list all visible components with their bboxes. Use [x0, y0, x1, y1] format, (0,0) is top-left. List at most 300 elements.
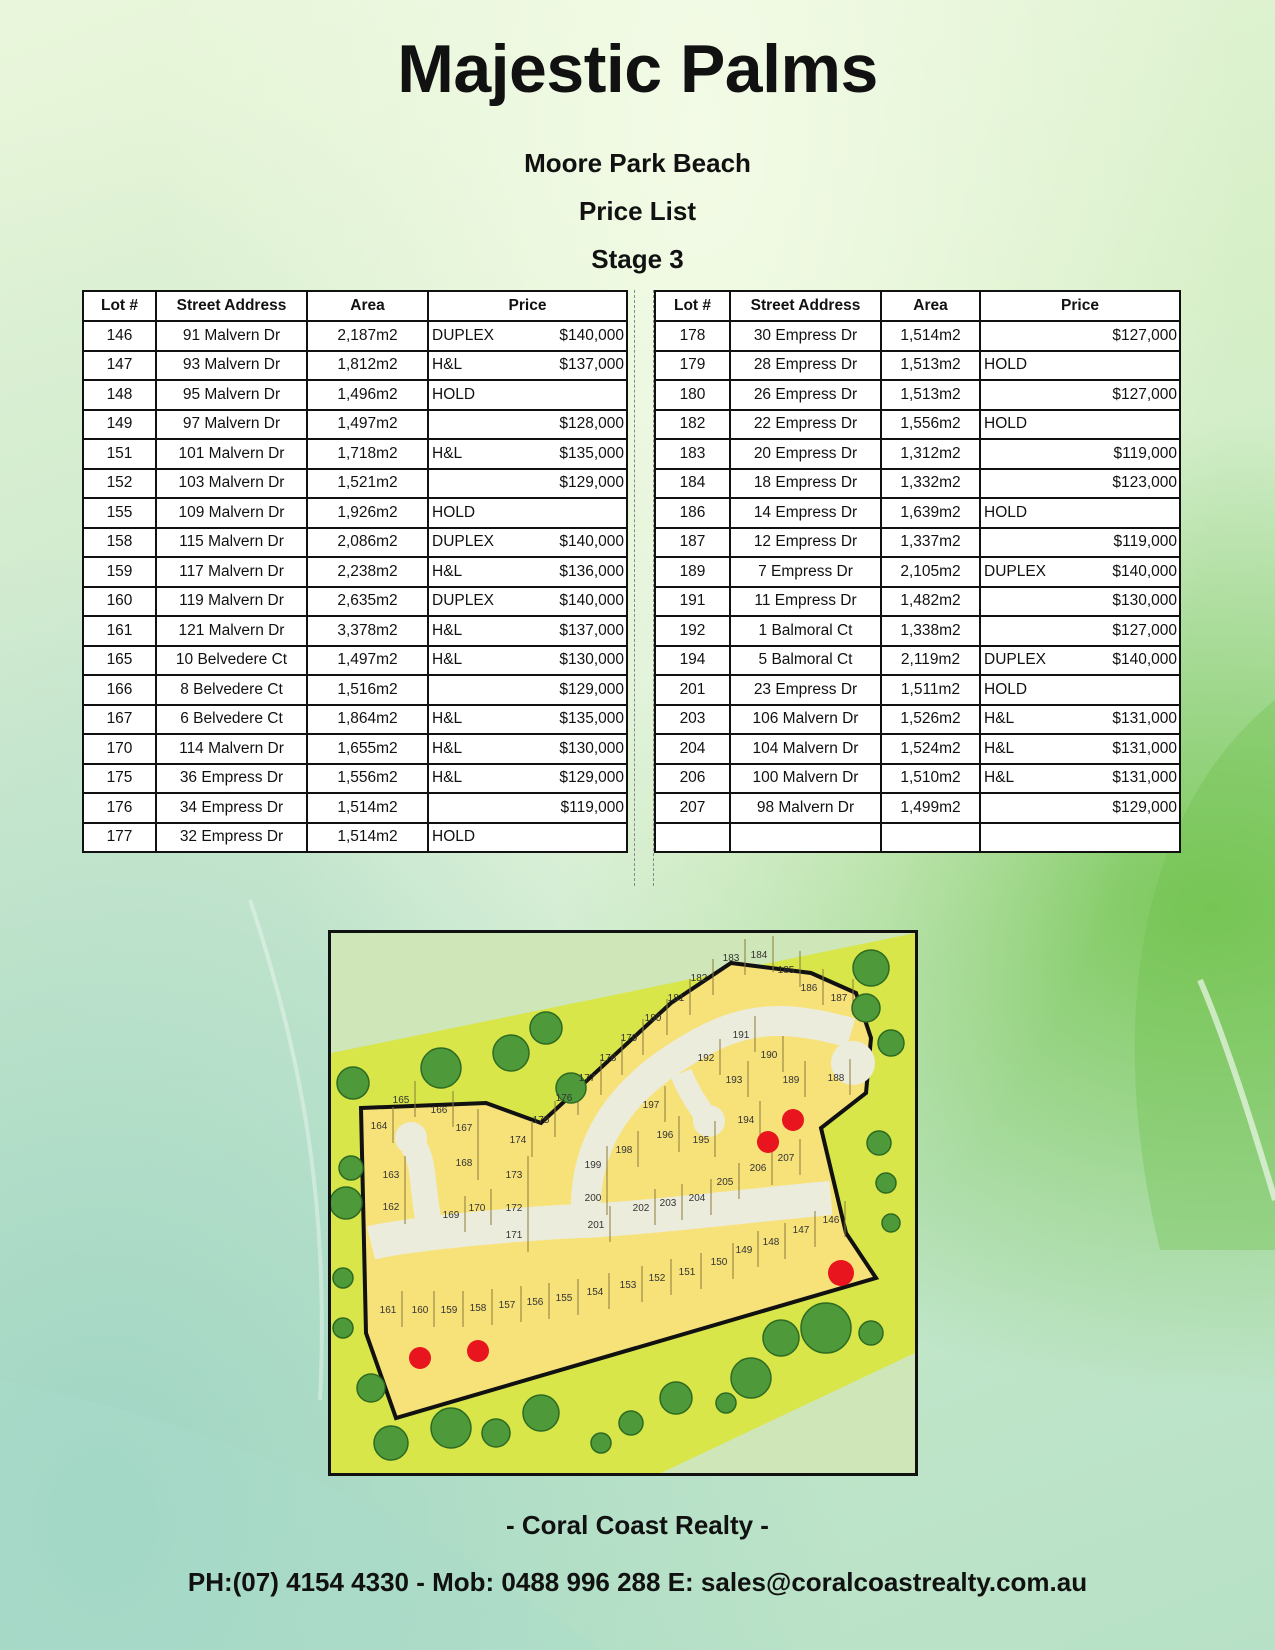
table-row	[83, 646, 627, 676]
map-lot-label: 178	[599, 1053, 617, 1064]
lot-marker-189	[782, 1109, 804, 1131]
cell-address: 8 Belvedere Ct	[156, 675, 307, 705]
cell-area: 1,718m2	[307, 439, 428, 469]
cell-address: 30 Empress Dr	[730, 321, 881, 351]
map-lot-label: 177	[578, 1073, 596, 1084]
cell-address: 101 Malvern Dr	[156, 439, 307, 469]
lot-price: $140,000	[559, 592, 624, 610]
map-lot-label: 163	[382, 1170, 400, 1181]
lot-status: DUPLEX	[432, 592, 495, 610]
cell-area: 1,521m2	[307, 469, 428, 499]
map-lot-label: 164	[370, 1121, 388, 1132]
lot-status: DUPLEX	[984, 562, 1047, 580]
table-row	[655, 498, 1180, 528]
map-lot-label: 204	[688, 1193, 706, 1204]
lot-price: $135,000	[559, 444, 624, 462]
table-row	[655, 469, 1180, 499]
map-lot-label: 187	[830, 993, 848, 1004]
cell-address: 18 Empress Dr	[730, 469, 881, 499]
map-lot-label: 165	[392, 1095, 410, 1106]
map-lot-label: 191	[732, 1030, 750, 1041]
cell-area: 3,378m2	[307, 616, 428, 646]
cell-address: 114 Malvern Dr	[156, 734, 307, 764]
tree-icon	[523, 1395, 559, 1431]
tree-icon	[337, 1067, 369, 1099]
cell-address: 28 Empress Dr	[730, 351, 881, 381]
price-table-left	[82, 290, 628, 853]
cell-lot: 161	[83, 616, 156, 646]
cell-price	[428, 646, 627, 676]
lot-price: $140,000	[559, 533, 624, 551]
cell-price	[980, 646, 1180, 676]
map-lot-label: 168	[455, 1158, 473, 1169]
map-lot-label: 207	[777, 1153, 795, 1164]
cell-address: 121 Malvern Dr	[156, 616, 307, 646]
map-lot-label: 198	[615, 1145, 633, 1156]
tree-icon	[801, 1303, 851, 1353]
table-row	[655, 734, 1180, 764]
cell-lot: 178	[655, 321, 730, 351]
doc-type-subtitle: Price List	[578, 196, 697, 226]
cell-address: 23 Empress Dr	[730, 675, 881, 705]
cell-area: 1,513m2	[881, 351, 980, 381]
cell-lot: 183	[655, 439, 730, 469]
tree-icon	[763, 1320, 799, 1356]
tree-icon	[882, 1214, 900, 1232]
cell-address: 119 Malvern Dr	[156, 587, 307, 617]
cell-area: 1,514m2	[881, 321, 980, 351]
cell-price	[980, 705, 1180, 735]
table-row	[83, 469, 627, 499]
cell-area: 1,812m2	[307, 351, 428, 381]
map-lot-label: 169	[442, 1210, 460, 1221]
map-lot-label: 158	[469, 1303, 487, 1314]
cell-area: 1,639m2	[881, 498, 980, 528]
cell-price	[428, 380, 627, 410]
lot-price: $129,000	[1112, 798, 1177, 816]
lot-marker-146	[828, 1260, 854, 1286]
map-lot-label: 162	[382, 1202, 400, 1213]
map-lot-label: 190	[760, 1050, 778, 1061]
table-row	[655, 351, 1180, 381]
cell-lot: 201	[655, 675, 730, 705]
cell-address: 98 Malvern Dr	[730, 793, 881, 823]
map-lot-label: 149	[735, 1245, 753, 1256]
cell-area: 2,119m2	[881, 646, 980, 676]
col-header-price: Price	[428, 291, 627, 321]
lot-status: H&L	[432, 444, 463, 462]
map-lot-label: 183	[722, 953, 740, 964]
map-lot-label: 174	[509, 1135, 527, 1146]
table-header-row	[83, 291, 627, 321]
lot-status: H&L	[432, 739, 463, 757]
cell-address: 115 Malvern Dr	[156, 528, 307, 558]
table-row	[655, 528, 1180, 558]
lot-price: $127,000	[1112, 621, 1177, 639]
map-lot-label: 154	[586, 1287, 604, 1298]
cell-price	[980, 380, 1180, 410]
cell-address	[730, 823, 881, 853]
cell-area: 1,332m2	[881, 469, 980, 499]
cell-lot: 165	[83, 646, 156, 676]
lot-price: $130,000	[559, 739, 624, 757]
map-lot-label: 182	[690, 973, 708, 984]
cell-area: 1,510m2	[881, 764, 980, 794]
table-row	[655, 675, 1180, 705]
lot-price: $129,000	[559, 769, 624, 787]
cell-lot: 147	[83, 351, 156, 381]
cell-price	[428, 469, 627, 499]
cell-lot: 148	[83, 380, 156, 410]
cell-address: 7 Empress Dr	[730, 557, 881, 587]
cell-area: 1,513m2	[881, 380, 980, 410]
lot-price: $135,000	[559, 710, 624, 728]
page-title: Majestic Palms	[397, 31, 878, 107]
cell-price	[428, 410, 627, 440]
cell-lot: 204	[655, 734, 730, 764]
map-lot-label: 188	[827, 1073, 845, 1084]
map-lot-label: 201	[587, 1220, 605, 1231]
tree-icon	[482, 1419, 510, 1447]
cell-lot: 191	[655, 587, 730, 617]
cell-price	[980, 616, 1180, 646]
lot-price: $137,000	[559, 356, 624, 374]
map-lot-label: 193	[725, 1075, 743, 1086]
map-lot-label: 203	[659, 1198, 677, 1209]
table-row	[655, 587, 1180, 617]
cell-lot: 167	[83, 705, 156, 735]
cell-price	[428, 321, 627, 351]
cell-lot: 186	[655, 498, 730, 528]
tree-icon	[867, 1131, 891, 1155]
lot-price: $131,000	[1112, 710, 1177, 728]
tree-icon	[339, 1156, 363, 1180]
cell-price	[980, 528, 1180, 558]
cell-lot: 152	[83, 469, 156, 499]
cell-price	[980, 823, 1180, 853]
table-row	[83, 439, 627, 469]
cell-price	[980, 469, 1180, 499]
cell-lot: 175	[83, 764, 156, 794]
cell-price	[428, 705, 627, 735]
cell-price	[428, 351, 627, 381]
map-lot-label: 166	[430, 1105, 448, 1116]
cell-area: 2,105m2	[881, 557, 980, 587]
lot-status: H&L	[432, 769, 463, 787]
cell-address: 104 Malvern Dr	[730, 734, 881, 764]
cell-price	[980, 321, 1180, 351]
lot-price: $119,000	[1113, 533, 1177, 551]
table-row	[83, 498, 627, 528]
lot-price: $127,000	[1112, 385, 1177, 403]
cell-price	[980, 793, 1180, 823]
map-lot-label: 176	[555, 1093, 573, 1104]
table-row	[83, 410, 627, 440]
table-row	[655, 557, 1180, 587]
cell-price	[980, 439, 1180, 469]
lot-status: H&L	[432, 710, 463, 728]
cell-lot: 151	[83, 439, 156, 469]
cell-address: 106 Malvern Dr	[730, 705, 881, 735]
table-row	[655, 823, 1180, 853]
table-row	[83, 705, 627, 735]
table-row	[83, 557, 627, 587]
lot-price: $130,000	[559, 651, 624, 669]
cell-address: 20 Empress Dr	[730, 439, 881, 469]
map-lot-label: 146	[822, 1215, 840, 1226]
tree-icon	[421, 1048, 461, 1088]
cell-address: 34 Empress Dr	[156, 793, 307, 823]
tree-icon	[530, 1012, 562, 1044]
map-lot-label: 147	[792, 1225, 810, 1236]
agency-name: - Coral Coast Realty -	[506, 1510, 769, 1540]
lot-price: $140,000	[1112, 651, 1177, 669]
cell-address: 95 Malvern Dr	[156, 380, 307, 410]
map-lot-label: 180	[644, 1013, 662, 1024]
table-row	[83, 351, 627, 381]
table-row	[83, 321, 627, 351]
col-header-lot: Lot #	[83, 291, 156, 321]
cell-price	[980, 498, 1180, 528]
tree-icon	[731, 1358, 771, 1398]
cell-lot: 155	[83, 498, 156, 528]
price-table-right	[654, 290, 1181, 853]
lot-price: $128,000	[559, 415, 624, 433]
cell-lot: 192	[655, 616, 730, 646]
cell-area: 1,312m2	[881, 439, 980, 469]
map-lot-label: 175	[532, 1115, 550, 1126]
col-header-address: Street Address	[730, 291, 881, 321]
table-row	[83, 675, 627, 705]
cell-lot	[655, 823, 730, 853]
lot-price: $129,000	[559, 680, 624, 698]
cell-address: 12 Empress Dr	[730, 528, 881, 558]
cell-address: 97 Malvern Dr	[156, 410, 307, 440]
cell-area: 1,864m2	[307, 705, 428, 735]
lot-marker-194	[757, 1131, 779, 1153]
cell-lot: 149	[83, 410, 156, 440]
table-row	[83, 587, 627, 617]
lot-status: HOLD	[432, 503, 476, 521]
cell-lot: 166	[83, 675, 156, 705]
lot-status: HOLD	[984, 415, 1028, 433]
tree-icon	[660, 1382, 692, 1414]
map-lot-label: 167	[455, 1123, 473, 1134]
lot-status: H&L	[432, 562, 463, 580]
tree-icon	[852, 994, 880, 1022]
lot-price: $131,000	[1112, 769, 1177, 787]
map-lot-label: 196	[656, 1130, 674, 1141]
table-divider	[634, 290, 654, 886]
map-lot-label: 197	[642, 1100, 660, 1111]
cell-address: 91 Malvern Dr	[156, 321, 307, 351]
cell-lot: 194	[655, 646, 730, 676]
cell-lot: 177	[83, 823, 156, 853]
lot-status: H&L	[432, 621, 463, 639]
tree-icon	[878, 1030, 904, 1056]
col-header-area: Area	[881, 291, 980, 321]
lot-price: $130,000	[1112, 592, 1177, 610]
lot-price: $129,000	[559, 474, 624, 492]
cell-price	[428, 616, 627, 646]
lot-status: DUPLEX	[432, 533, 495, 551]
cell-address: 109 Malvern Dr	[156, 498, 307, 528]
tree-icon	[493, 1035, 529, 1071]
cell-area: 1,337m2	[881, 528, 980, 558]
cell-price	[980, 734, 1180, 764]
cell-lot: 176	[83, 793, 156, 823]
cell-area: 1,556m2	[307, 764, 428, 794]
table-row	[655, 380, 1180, 410]
table-row	[83, 616, 627, 646]
tree-icon	[716, 1393, 736, 1413]
cell-address: 32 Empress Dr	[156, 823, 307, 853]
cell-address: 5 Balmoral Ct	[730, 646, 881, 676]
cell-price	[428, 764, 627, 794]
cell-price	[428, 793, 627, 823]
table-row	[655, 793, 1180, 823]
map-lot-label: 195	[692, 1135, 710, 1146]
map-lot-label: 189	[782, 1075, 800, 1086]
lot-marker-158	[467, 1340, 489, 1362]
table-row	[655, 646, 1180, 676]
lot-status: HOLD	[984, 503, 1028, 521]
lot-status: HOLD	[432, 828, 476, 846]
cell-price	[428, 439, 627, 469]
tree-icon	[619, 1411, 643, 1435]
cell-lot: 207	[655, 793, 730, 823]
table-row	[655, 410, 1180, 440]
lot-price: $119,000	[560, 798, 624, 816]
cell-price	[980, 675, 1180, 705]
map-lot-label: 181	[667, 993, 685, 1004]
map-lot-label: 157	[498, 1300, 516, 1311]
cell-area: 2,635m2	[307, 587, 428, 617]
map-lot-label: 156	[526, 1297, 544, 1308]
map-lot-label: 186	[800, 983, 818, 994]
cell-price	[428, 498, 627, 528]
cell-lot: 180	[655, 380, 730, 410]
cell-lot: 189	[655, 557, 730, 587]
table-header-row	[655, 291, 1180, 321]
map-lot-label: 179	[620, 1033, 638, 1044]
table-row	[83, 380, 627, 410]
cell-address: 1 Balmoral Ct	[730, 616, 881, 646]
cell-area: 1,655m2	[307, 734, 428, 764]
cell-price	[980, 410, 1180, 440]
cell-area	[881, 823, 980, 853]
cell-area: 1,482m2	[881, 587, 980, 617]
table-row	[655, 321, 1180, 351]
map-lot-label: 161	[379, 1305, 397, 1316]
cell-address: 100 Malvern Dr	[730, 764, 881, 794]
lot-status: H&L	[984, 710, 1015, 728]
map-lot-label: 184	[750, 950, 768, 961]
map-lot-label: 173	[505, 1170, 523, 1181]
cell-address: 103 Malvern Dr	[156, 469, 307, 499]
cell-price	[980, 557, 1180, 587]
map-lot-label: 150	[710, 1257, 728, 1268]
cell-lot: 187	[655, 528, 730, 558]
cell-lot: 158	[83, 528, 156, 558]
map-lot-label: 171	[505, 1230, 523, 1241]
col-header-price: Price	[980, 291, 1180, 321]
map-lot-label: 155	[555, 1293, 573, 1304]
table-row	[83, 764, 627, 794]
lot-price: $140,000	[1112, 562, 1177, 580]
map-lot-label: 159	[440, 1305, 458, 1316]
col-header-area: Area	[307, 291, 428, 321]
map-lot-label: 194	[737, 1115, 755, 1126]
cell-area: 1,556m2	[881, 410, 980, 440]
contact-line: PH:(07) 4154 4330 - Mob: 0488 996 288 E: sales@coralcoastrealty.com.au	[187, 1567, 1088, 1597]
cell-area: 1,516m2	[307, 675, 428, 705]
table-row	[83, 528, 627, 558]
tree-icon	[431, 1408, 471, 1448]
cell-area: 1,497m2	[307, 646, 428, 676]
cell-area: 1,496m2	[307, 380, 428, 410]
lot-price: $137,000	[559, 621, 624, 639]
cell-price	[428, 823, 627, 853]
cell-price	[980, 764, 1180, 794]
map-lot-label: 192	[697, 1053, 715, 1064]
table-row	[83, 823, 627, 853]
cell-lot: 160	[83, 587, 156, 617]
cell-address: 117 Malvern Dr	[156, 557, 307, 587]
cell-lot: 206	[655, 764, 730, 794]
map-lot-label: 172	[505, 1203, 523, 1214]
lot-status: DUPLEX	[432, 326, 495, 344]
lot-status: H&L	[984, 769, 1015, 787]
lot-status: HOLD	[984, 356, 1028, 374]
cell-area: 1,514m2	[307, 793, 428, 823]
tree-icon	[374, 1426, 408, 1460]
cell-address: 22 Empress Dr	[730, 410, 881, 440]
cell-price	[428, 734, 627, 764]
tree-icon	[333, 1318, 353, 1338]
table-row	[655, 764, 1180, 794]
cell-price	[980, 587, 1180, 617]
map-lot-label: 160	[411, 1305, 429, 1316]
lot-price: $119,000	[1113, 444, 1177, 462]
cell-lot: 146	[83, 321, 156, 351]
cell-area: 1,497m2	[307, 410, 428, 440]
site-plan-drawing	[331, 933, 915, 1473]
tree-icon	[591, 1433, 611, 1453]
tree-icon	[357, 1374, 385, 1402]
table-row	[83, 734, 627, 764]
map-lot-label: 205	[716, 1177, 734, 1188]
cell-area: 2,238m2	[307, 557, 428, 587]
tree-icon	[331, 1187, 362, 1219]
lot-status: H&L	[984, 739, 1015, 757]
cell-area: 1,524m2	[881, 734, 980, 764]
lot-price: $140,000	[559, 326, 624, 344]
map-lot-label: 199	[584, 1160, 602, 1171]
cell-area: 1,514m2	[307, 823, 428, 853]
lot-marker-160	[409, 1347, 431, 1369]
cell-area: 1,511m2	[881, 675, 980, 705]
cell-address: 36 Empress Dr	[156, 764, 307, 794]
map-lot-label: 202	[632, 1203, 650, 1214]
cell-area: 1,526m2	[881, 705, 980, 735]
cell-lot: 179	[655, 351, 730, 381]
map-lot-label: 206	[749, 1163, 767, 1174]
cell-price	[428, 528, 627, 558]
table-row	[83, 793, 627, 823]
lot-status: H&L	[432, 651, 463, 669]
table-row	[655, 439, 1180, 469]
